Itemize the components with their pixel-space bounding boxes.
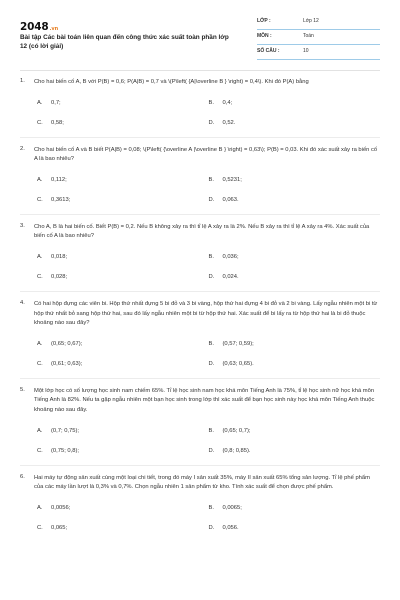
question-text: Một lớp học có số lượng học sinh nam chiếm 65%. Tỉ lệ học sinh nam học khá môn Tiếng Anh là 75%, tỉ lệ học sinh nữ học khá môn Tiếng Anh là 82%. Nếu ta gặp ngẫu nhiên một bạn học sinh trong lớp thì xác suất để bạn học sinh này học khá môn Tiếng Anh thuộc khoảng nào sau đây. bbox=[34, 387, 375, 413]
logo-suffix: .vn bbox=[49, 26, 59, 32]
meta-row-question-count bbox=[257, 45, 380, 60]
option-label: D. bbox=[208, 447, 215, 454]
option-label: A. bbox=[37, 504, 43, 511]
option-label: C. bbox=[37, 119, 43, 126]
option-text: (0,75; 0,8); bbox=[51, 447, 80, 454]
option-text: 0,52. bbox=[222, 119, 236, 126]
option-label: A. bbox=[37, 176, 43, 183]
answer-option[interactable] bbox=[209, 445, 381, 457]
option-label: C. bbox=[37, 360, 43, 367]
question-number: 2. bbox=[20, 145, 25, 152]
question-text: Hai máy tự động sản xuất cùng một loại chi tiết, trong đó máy I sản xuất 35%, máy II sản xuất 65% tổng sản lượng. Tỉ lệ phế phẩm của các máy lần lượt là 0,3% và 0,7%. Chọn ngẫu nhiên 1 sản phẩm từ kho. Tính xác suất để chọn được phế phẩm. bbox=[34, 474, 370, 491]
option-text: 0,0056; bbox=[51, 504, 71, 511]
worksheet-title: Bài tập Các bài toán liên quan đến công thức xác suất toàn phần lớp 12 (có lời giải) bbox=[20, 34, 229, 50]
option-text: 0,4; bbox=[222, 99, 233, 106]
answer-option[interactable] bbox=[209, 522, 381, 534]
question-item bbox=[20, 223, 380, 283]
option-text: 0,028; bbox=[51, 273, 68, 280]
answer-option[interactable] bbox=[37, 502, 209, 514]
question-item bbox=[20, 387, 380, 457]
header-divider bbox=[20, 70, 380, 71]
option-text: 0,065; bbox=[51, 524, 68, 531]
option-text: (0,57; 0,59); bbox=[222, 340, 254, 347]
option-text: 0,0065; bbox=[222, 504, 242, 511]
question-item bbox=[20, 146, 380, 206]
answer-option[interactable] bbox=[209, 194, 381, 206]
question-separator bbox=[20, 465, 380, 466]
meta-value-subject: Toán bbox=[303, 33, 314, 39]
option-label: A. bbox=[37, 253, 43, 260]
meta-row-class bbox=[257, 15, 380, 30]
option-label: C. bbox=[37, 196, 43, 203]
answer-option[interactable] bbox=[37, 425, 209, 437]
answer-option[interactable] bbox=[209, 97, 381, 109]
meta-key-class: LỚP : bbox=[257, 18, 271, 24]
option-label: B. bbox=[208, 99, 214, 106]
site-logo[interactable] bbox=[20, 15, 58, 34]
question-separator bbox=[20, 378, 380, 379]
answer-option[interactable] bbox=[37, 338, 209, 350]
option-label: B. bbox=[208, 176, 214, 183]
question-text: Cho A, B là hai biến cố. Biết P(B) = 0,2. Nếu B không xảy ra thì tỉ lệ A xảy ra là 2%. Nếu B xảy ra thì tỉ lệ A xảy ra 4%. Xác suất của biến cố A là bao nhiêu? bbox=[34, 223, 370, 240]
answer-option[interactable] bbox=[37, 358, 209, 370]
option-label: D. bbox=[208, 119, 215, 126]
answer-option[interactable] bbox=[209, 117, 381, 129]
answer-option[interactable] bbox=[37, 97, 209, 109]
option-text: (0,7; 0,75); bbox=[51, 427, 80, 434]
answer-option[interactable] bbox=[37, 194, 209, 206]
option-text: 0,018; bbox=[51, 253, 68, 260]
meta-key-question-count: SỐ CÂU : bbox=[257, 48, 280, 54]
logo-number: 2048 bbox=[20, 21, 49, 33]
option-label: A. bbox=[37, 340, 43, 347]
option-text: 0,7; bbox=[51, 99, 61, 106]
answer-options bbox=[37, 251, 380, 283]
meta-value-question-count: 10 bbox=[303, 48, 309, 54]
option-text: 0,58; bbox=[51, 119, 64, 126]
question-number: 6. bbox=[20, 473, 25, 480]
answer-option[interactable] bbox=[209, 251, 381, 263]
question-separator bbox=[20, 291, 380, 292]
answer-options bbox=[37, 97, 380, 129]
meta-value-class: Lớp 12 bbox=[303, 18, 319, 24]
answer-options bbox=[37, 502, 380, 534]
question-separator bbox=[20, 214, 380, 215]
meta-key-subject: MÔN : bbox=[257, 33, 272, 39]
option-text: 0,024. bbox=[222, 273, 239, 280]
answer-option[interactable] bbox=[209, 271, 381, 283]
worksheet-meta bbox=[257, 15, 380, 60]
option-text: 0,063. bbox=[222, 196, 239, 203]
option-label: B. bbox=[208, 504, 214, 511]
question-number: 1. bbox=[20, 78, 25, 84]
meta-row-subject bbox=[257, 30, 380, 45]
option-label: B. bbox=[208, 340, 214, 347]
option-label: A. bbox=[37, 427, 43, 434]
question-number: 5. bbox=[20, 386, 25, 393]
option-text: 0,5231; bbox=[222, 176, 242, 183]
answer-option[interactable] bbox=[209, 425, 381, 437]
answer-option[interactable] bbox=[37, 117, 209, 129]
option-label: D. bbox=[208, 273, 215, 280]
option-text: (0,65; 0,7); bbox=[222, 427, 251, 434]
option-text: (0,8; 0,85). bbox=[222, 447, 251, 454]
answer-option[interactable] bbox=[37, 251, 209, 263]
answer-option[interactable] bbox=[209, 174, 381, 186]
question-number: 4. bbox=[20, 299, 25, 306]
worksheet-header bbox=[20, 10, 380, 68]
answer-options bbox=[37, 174, 380, 206]
option-text: (0,61; 0,63); bbox=[51, 360, 83, 367]
answer-option[interactable] bbox=[37, 271, 209, 283]
option-label: D. bbox=[208, 196, 215, 203]
question-separator bbox=[20, 137, 380, 138]
option-text: 0,036; bbox=[222, 253, 239, 260]
option-label: B. bbox=[208, 427, 214, 434]
option-label: B. bbox=[208, 253, 214, 260]
option-label: C. bbox=[37, 273, 43, 280]
question-item bbox=[20, 78, 380, 129]
option-label: C. bbox=[37, 524, 43, 531]
question-list bbox=[20, 78, 380, 542]
option-text: 0,112; bbox=[51, 176, 67, 183]
option-text: 0,056. bbox=[222, 524, 239, 531]
option-label: D. bbox=[208, 524, 215, 531]
option-label: C. bbox=[37, 447, 43, 454]
answer-option[interactable] bbox=[209, 358, 381, 370]
answer-option[interactable] bbox=[37, 445, 209, 457]
answer-option[interactable] bbox=[209, 502, 381, 514]
question-number: 3. bbox=[20, 222, 25, 229]
option-label: D. bbox=[208, 360, 215, 367]
answer-options bbox=[37, 338, 380, 370]
question-text: Cho hai biến cố A, B với P(B) = 0,6; P(A|B) = 0,7 và \(P\left( {A|\overline B } \right) = 0,4\). Khi đó P(A) bằng bbox=[34, 79, 309, 85]
question-text: Cho hai biến cố A và B biết P(A|B) = 0,08; \(P\left( {\overline A |\overline B } \right) = 0,63\); P(B) = 0,03. Khi đó xác suất xảy ra biến cố A là bao nhiêu? bbox=[34, 146, 378, 163]
option-label: A. bbox=[37, 99, 43, 106]
answer-option[interactable] bbox=[37, 174, 209, 186]
question-item bbox=[20, 474, 380, 534]
question-text: Có hai hộp đựng các viên bi. Hộp thứ nhất đựng 5 bi đỏ và 3 bi vàng, hộp thứ hai đựng 4 bi đỏ và 2 bi vàng. Lấy ngẫu nhiên một bi từ hộp thứ nhất bỏ sang hộp thứ hai, sau đó lấy ngẫu nhiên một bi từ hộp thứ hai. Xác suất để bi lấy ra từ hộp thứ hai là bi đỏ thuộc khoảng nào sau đây? bbox=[34, 300, 378, 327]
option-text: (0,65; 0,67); bbox=[51, 340, 83, 347]
option-text: (0,63; 0,65). bbox=[222, 360, 254, 367]
question-item bbox=[20, 300, 380, 370]
answer-options bbox=[37, 425, 380, 457]
answer-option[interactable] bbox=[37, 522, 209, 534]
answer-option[interactable] bbox=[209, 338, 381, 350]
option-text: 0,3613; bbox=[51, 196, 71, 203]
